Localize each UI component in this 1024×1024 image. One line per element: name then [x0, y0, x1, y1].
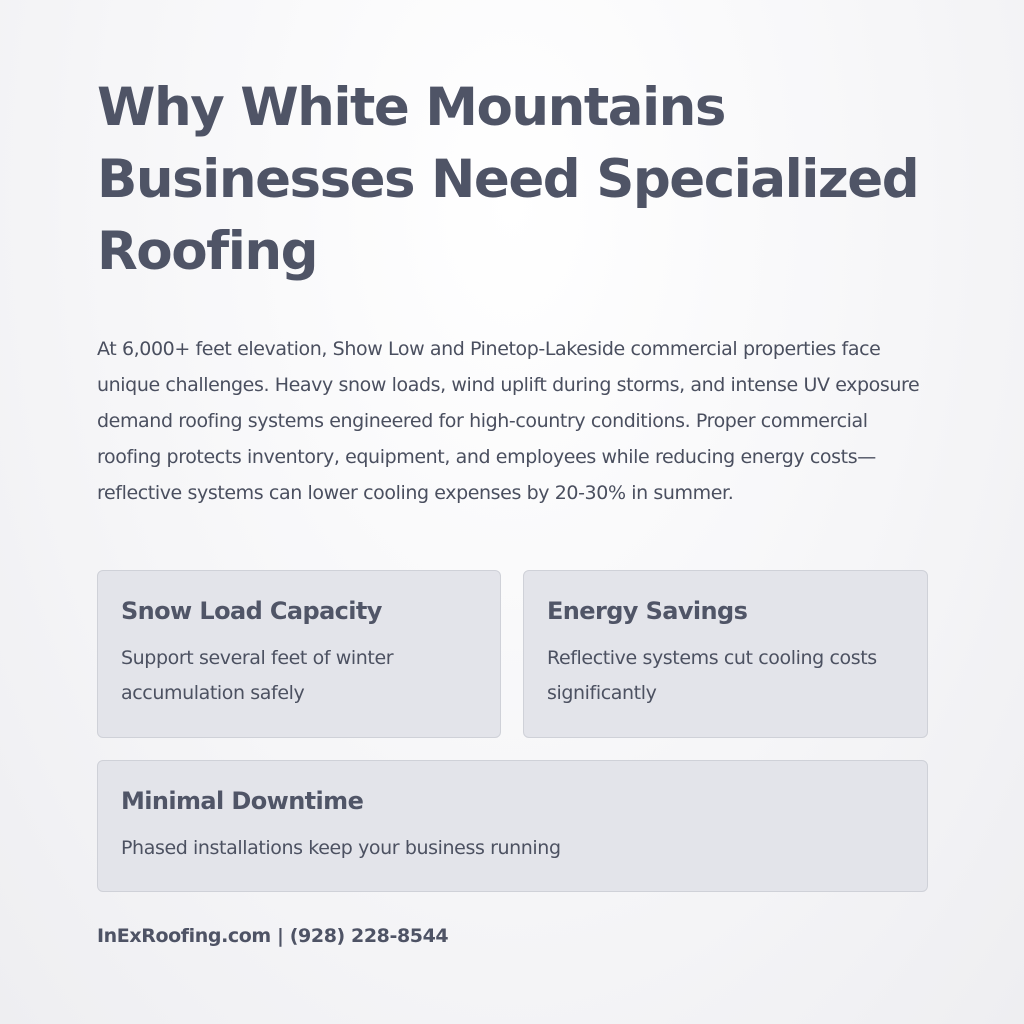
feature-card-energy-savings	[523, 570, 928, 738]
page-title: Why White Mountains Businesses Need Specialized Roofing	[97, 77, 919, 282]
feature-card-title: Snow Load Capacity	[121, 597, 382, 625]
feature-card-minimal-downtime	[97, 760, 928, 892]
feature-card-text: Support several feet of winter accumulation safely	[121, 647, 394, 704]
feature-card-snow-load	[97, 570, 501, 738]
feature-card-text: Phased installations keep your business running	[121, 837, 561, 859]
footer-contact: InExRoofing.com | (928) 228-8544	[97, 925, 449, 947]
feature-card-title: Energy Savings	[547, 597, 748, 625]
intro-paragraph: At 6,000+ feet elevation, Show Low and Pinetop-Lakeside commercial properties face unique challenges. Heavy snow loads, wind uplift during storms, and intense UV exposure demand roofing systems engineered for high-country conditions. Proper commercial roofing protects inventory, equipment, and employees while reducing energy costs—reflective systems can lower cooling expenses by 20-30% in summer.	[97, 338, 920, 504]
feature-card-title: Minimal Downtime	[121, 787, 364, 815]
feature-card-text: Reflective systems cut cooling costs significantly	[547, 647, 877, 704]
